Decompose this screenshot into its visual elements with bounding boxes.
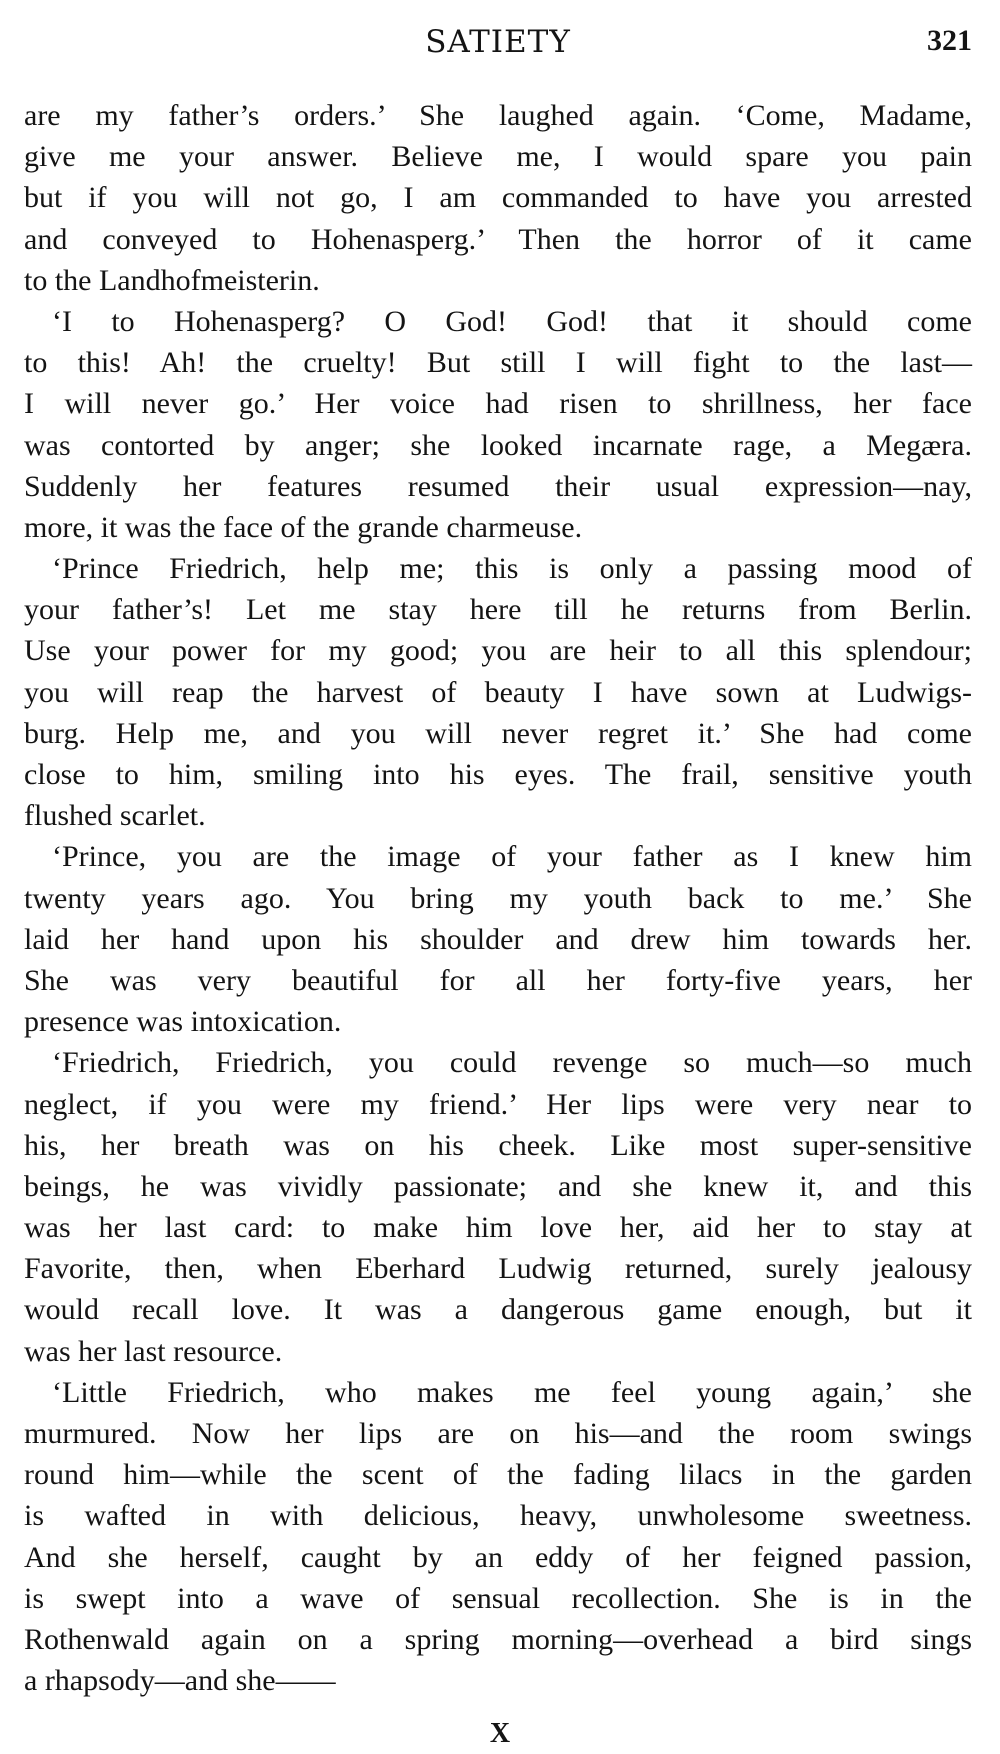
paragraph — [24, 1372, 972, 1702]
text-line: would recall love. It was a dangerous game enough, but it — [24, 1293, 972, 1327]
text-line: flushed scarlet. — [24, 799, 206, 833]
text-line: round him—while the scent of the fading lilacs in the garden — [24, 1458, 972, 1492]
paragraph — [24, 1042, 972, 1372]
text-line: laid her hand upon his shoulder and drew him towards her. — [24, 922, 972, 956]
text-line: your father’s! Let me stay here till he returns from Berlin. — [24, 593, 972, 627]
text-line: but if you will not go, I am commanded to have you arrested — [24, 181, 972, 215]
text-line: give me your answer. Believe me, I would spare you pain — [24, 140, 972, 174]
text-line: close to him, smiling into his eyes. The frail, sensitive youth — [24, 758, 972, 791]
text-line: beings, he was vividly passionate; and she knew it, and this — [24, 1169, 972, 1203]
text-line: presence was intoxication. — [24, 1005, 342, 1039]
text-line: murmured. Now her lips are on his—and the room swings — [24, 1417, 972, 1450]
text-line: Use your power for my good; you are heir to all this splendour; — [24, 634, 972, 668]
text-line: She was very beautiful for all her forty-five years, her — [24, 963, 972, 997]
text-line: his, her breath was on his cheek. Like most super-sensitive — [24, 1128, 972, 1162]
text-line: ‘I to Hohenasperg? O God! God! that it should come — [52, 304, 972, 338]
paragraph — [24, 95, 972, 301]
text-line: was her last card: to make him love her, aid her to stay at — [24, 1211, 972, 1245]
text-line: was contorted by anger; she looked incarnate rage, a Megæra. — [24, 428, 972, 462]
text-line: ‘Prince Friedrich, help me; this is only a passing mood of — [52, 552, 972, 586]
text-line: Rothenwald again on a spring morning—overhead a bird sings — [24, 1622, 972, 1656]
paragraph — [24, 548, 972, 836]
text-line: was her last resource. — [24, 1334, 283, 1368]
signature-mark: X — [489, 1718, 511, 1749]
text-line: is wafted in with delicious, heavy, unwholesome sweetness. — [24, 1499, 972, 1533]
text-line: and conveyed to Hohenasperg.’ Then the horror of it came — [24, 222, 972, 256]
text-line: is swept into a wave of sensual recollection. She is in the — [24, 1581, 972, 1615]
text-line: ‘Prince, you are the image of your father as I knew him — [52, 840, 972, 874]
body-text — [24, 95, 972, 1701]
text-line: more, it was the face of the grande charmeuse. — [24, 510, 583, 544]
running-title: SATIETY — [425, 24, 571, 60]
page-number: 321 — [927, 24, 972, 57]
text-line: ‘Friedrich, Friedrich, you could revenge so much—so much — [52, 1046, 972, 1080]
text-line: to the Landhofmeisterin. — [24, 263, 320, 297]
text-line: burg. Help me, and you will never regret it.’ She had come — [24, 716, 972, 750]
text-line: ‘Little Friedrich, who makes me feel young again,’ she — [52, 1375, 972, 1409]
text-line: are my father’s orders.’ She laughed again. ‘Come, Madame, — [24, 99, 972, 132]
text-line: And she herself, caught by an eddy of her feigned passion, — [24, 1540, 972, 1574]
paragraph — [24, 836, 972, 1042]
text-line: you will reap the harvest of beauty I have sown at Ludwigs- — [24, 675, 972, 709]
text-line: Favorite, then, when Eberhard Ludwig returned, surely jealousy — [24, 1252, 972, 1286]
text-line: I will never go.’ Her voice had risen to shrillness, her face — [24, 387, 972, 421]
page-header — [24, 24, 972, 74]
text-line: Suddenly her features resumed their usual expression—nay, — [24, 469, 972, 503]
text-line: to this! Ah! the cruelty! But still I will fight to the last— — [24, 346, 972, 380]
text-line: a rhapsody—and she—— — [24, 1664, 336, 1698]
text-line: neglect, if you were my friend.’ Her lips were very near to — [24, 1087, 972, 1121]
text-line: twenty years ago. You bring my youth back to me.’ She — [24, 881, 972, 915]
paragraph — [24, 301, 972, 548]
